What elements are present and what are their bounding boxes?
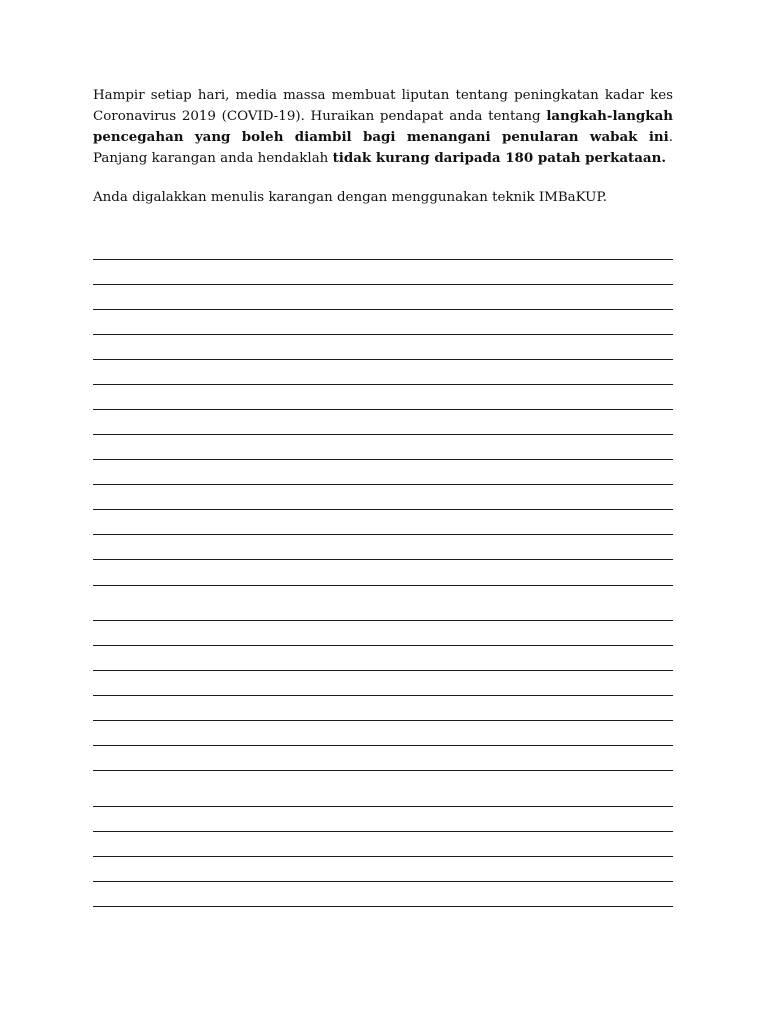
writing-space[interactable] [93,240,673,912]
prompt-text-1: Hampir setiap hari, media massa membuat liputan tentang peningkatan kadar kes Coronavirus 2019 (COVID-19). Huraikan pendapat anda tentang [93,88,673,124]
prompt-emphasis-2: tidak kurang daripada 180 patah perkataan. [332,150,666,166]
essay-prompt [93,86,673,169]
prompt-emphasis-1: langkah-langkah pencegahan yang boleh diambil bagi menangani penularan wabak ini [93,108,673,145]
essay-instruction: Anda digalakkan menulis karangan dengan menggunakan teknik IMBaKUP. [93,190,608,205]
prompt-text-2: . Panjang karangan anda hendaklah [93,130,673,166]
